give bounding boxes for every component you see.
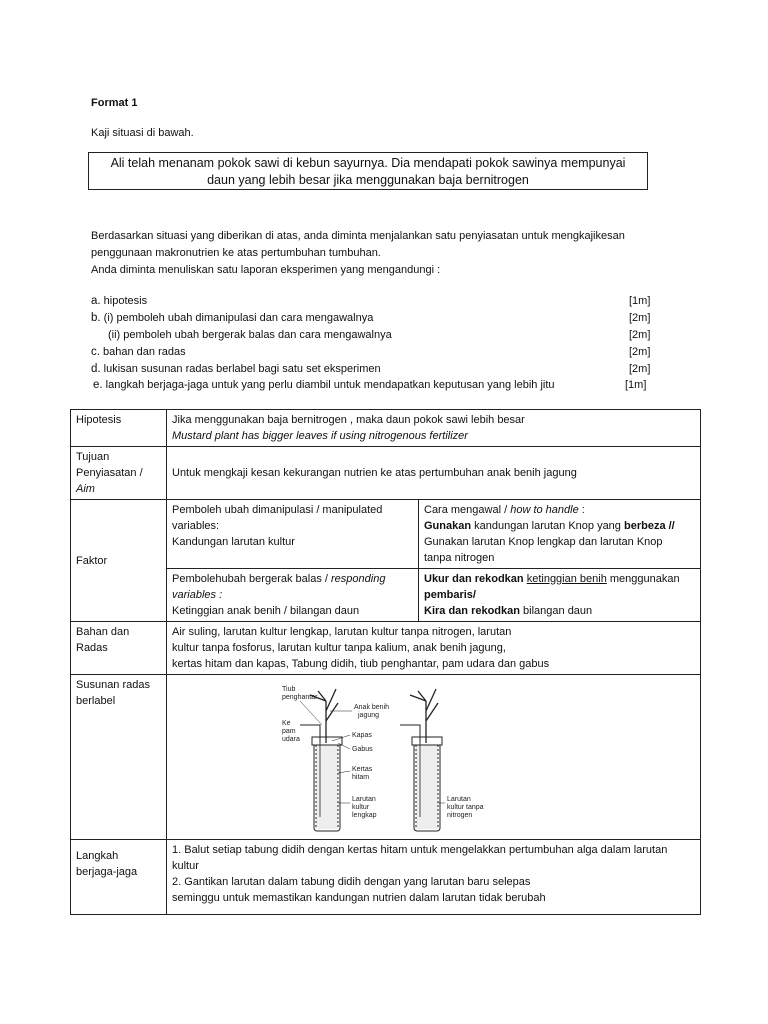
label-ke: Ke [282,720,291,727]
tube-right [400,689,442,831]
instruction-text: Kaji situasi di bawah. [91,127,194,139]
task-marks: [2m] [629,363,651,375]
task-marks: [2m] [629,312,651,324]
label-larutan-left: Larutan [352,796,376,803]
responding-handle-cell: Ukur dan rekodkan ketinggian benih menggunakan pembaris/ Kira dan rekodkan bilangan daun [419,569,701,622]
apparatus-diagram [280,681,490,837]
task-marks: [2m] [629,329,651,341]
manipulated-cell: Pemboleh ubah dimanipulasi / manipulated variables: Kandungan larutan kultur [167,500,419,569]
task-marks: [2m] [629,346,651,358]
row-label: Hipotesis [71,410,167,447]
format-label: Format 1 [91,97,138,109]
row-label: Faktor [71,500,167,622]
task-item: (ii) pemboleh ubah bergerak balas dan cara mengawalnya [108,329,392,341]
label-jagung: jagung [358,712,380,719]
row-bahan [71,622,701,675]
bahan-cell: Air suling, larutan kultur lengkap, larutan kultur tanpa nitrogen, larutan kultur tanpa fosforus, larutan kultur tanpa kalium, anak benih jagung, kertas hitam dan kapas, Tabung didih, tiub penghantar, pam udara dan gabus [167,622,701,675]
diagram-cell [167,675,701,840]
scenario-box [88,152,648,190]
label-lengkap-left: lengkap [352,812,377,819]
row-susunan [71,675,701,840]
label-larutan-right: Larutan [447,796,471,803]
label-udara: udara [282,736,300,743]
intro-line-3: Anda diminta menuliskan satu laporan eksperimen yang mengandungi : [91,264,441,276]
hipotesis-cell [167,410,701,447]
label-pam: pam [282,728,296,735]
scenario-line-2: daun yang lebih besar jika menggunakan baja bernitrogen [207,173,529,187]
task-item: e. langkah berjaga-jaga untuk yang perlu diambil untuk mendapatkan keputusan yang lebih jitu [93,379,555,391]
tube-left [300,689,342,831]
label-kultur-left: kultur [352,804,370,811]
label-penghantar: penghantar [282,694,318,701]
row-label: Bahan dan Radas [71,622,167,675]
tujuan-text: Untuk mengkaji kesan kekurangan nutrien ke atas pertumbuhan anak benih jagung [167,447,701,500]
label-tiub: Tiub [282,686,296,693]
row-label: Tujuan Penyiasatan / Aim [71,447,167,500]
hipotesis-text-en: Mustard plant has bigger leaves if using nitrogenous fertilizer [172,430,468,442]
scenario-line-1: Ali telah menanam pokok sawi di kebun sayurnya. Dia mendapati pokok sawinya mempunyai [110,156,626,170]
intro-line-1: Berdasarkan situasi yang diberikan di atas, anda diminta menjalankan satu penyiasatan untuk mengkajikesan [91,230,625,242]
answer-table [70,409,701,915]
task-item: c. bahan dan radas [91,346,186,358]
handle-cell: Cara mengawal / how to handle : Gunakan kandungan larutan Knop yang berbeza // Gunakan larutan Knop lengkap dan larutan Knop tanpa nitrogen [419,500,701,569]
hipotesis-text: Jika menggunakan baja bernitrogen , maka daun pokok sawi lebih besar [172,414,525,426]
task-item: b. (i) pemboleh ubah dimanipulasi dan cara mengawalnya [91,312,374,324]
task-marks: [1m] [625,379,647,391]
label-kapas: Kapas [352,732,372,739]
task-item: d. lukisan susunan radas berlabel bagi satu set eksperimen [91,363,381,375]
row-label: Langkah berjaga-jaga [71,840,167,915]
row-hipotesis [71,410,701,447]
label-kertas: Kertas [352,766,373,773]
row-faktor-manipulated [71,500,701,569]
row-langkah [71,840,701,915]
label-anak-benih: Anak benih [354,704,390,711]
task-marks: [1m] [629,295,651,307]
task-item: a. hipotesis [91,295,148,307]
langkah-cell: 1. Balut setiap tabung didih dengan kertas hitam untuk mengelakkan pertumbuhan alga dalam larutan kultur 2. Gantikan larutan dalam tabung didih dengan yang larutan baru selepas seminggu untuk memastikan kandungan nutrien dalam larutan tidak berubah [167,840,701,915]
label-gabus: Gabus [352,746,373,753]
intro-line-2: penggunaan makronutrien ke atas pertumbuhan tumbuhan. [91,247,381,259]
label-hitam: hitam [352,774,370,781]
row-label: Susunan radas berlabel [71,675,167,840]
responding-cell: Pembolehubah bergerak balas / responding variables : Ketinggian anak benih / bilangan daun [167,569,419,622]
row-tujuan [71,447,701,500]
label-nitrogen-right: nitrogen [447,812,473,819]
label-kultur-right: kultur tanpa [447,804,484,811]
